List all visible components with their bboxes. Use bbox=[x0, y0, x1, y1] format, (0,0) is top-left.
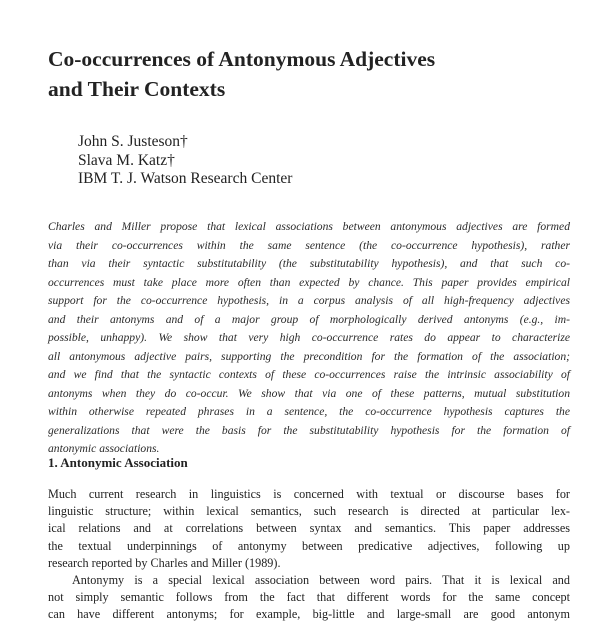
abstract-line: antonymic associations. bbox=[48, 442, 160, 455]
body-line: linguistic structure; within lexical semantics, such research is directed at particular lex- bbox=[48, 504, 570, 519]
title-line-2: and Their Contexts bbox=[48, 77, 226, 101]
abstract-line: and their antonyms and of a major group of morphologically derived antonyms (e.g., im- bbox=[48, 312, 570, 326]
abstract-line: Charles and Miller propose that lexical associations between antonymous adjectives are formed bbox=[48, 220, 570, 233]
author-name: John S. Justeson† bbox=[78, 133, 188, 150]
abstract-line: antonyms when they do co-occur. We show that via one of these patterns, mutual substitution bbox=[48, 386, 570, 400]
body-line: research reported by Charles and Miller (1989). bbox=[48, 555, 281, 570]
title-line-1: Co-occurrences of Antonymous Adjectives bbox=[48, 47, 436, 71]
body-line: Much current research in linguistics is concerned with textual or discourse bases for bbox=[48, 487, 570, 501]
author-affiliation: IBM T. J. Watson Research Center bbox=[78, 170, 293, 187]
abstract-line: all antonymous adjective pairs, supporting the precondition for the formation of the association; bbox=[48, 349, 570, 363]
abstract bbox=[48, 218, 570, 459]
abstract-line: and we find that the syntactic contexts of these co-occurrences raise the intrinsic associability of bbox=[48, 368, 570, 381]
body-text bbox=[48, 486, 570, 624]
body-line: Antonymy is a special lexical association between word pairs. That it is lexical and bbox=[72, 573, 570, 588]
body-line: the textual underpinnings of antonymy between predicative adjectives, following up bbox=[48, 538, 570, 553]
abstract-line: than via their syntactic substitutability (the substitutability hypothesis), and that such co- bbox=[48, 257, 570, 270]
abstract-line: generalizations that were the basis for the substitutability hypothesis for the formation of bbox=[48, 423, 570, 437]
abstract-line: possible, unhappy). We show that very high co-occurrence rates do appear to characterize bbox=[48, 331, 570, 344]
paper-title bbox=[48, 44, 548, 104]
body-line: not simply semantic follows from the fact that different words for the same concept bbox=[48, 590, 570, 605]
author-block bbox=[78, 133, 292, 189]
abstract-line: via their co-occurrences within the same sentence (the co-occurrence hypothesis), rather bbox=[48, 238, 570, 252]
abstract-line: occurrences must take place more often than expected by chance. This paper provides empirical bbox=[48, 275, 570, 289]
section-heading: 1. Antonymic Association bbox=[48, 455, 188, 470]
body-line: can have different antonyms; for example, big-little and large-small are good antonym bbox=[48, 607, 570, 622]
author-name: Slava M. Katz† bbox=[78, 151, 175, 169]
abstract-line: support for the co-occurrence hypothesis, in a corpus analysis of all high-frequency adjectives bbox=[48, 294, 570, 307]
body-line: ical relations and at correlations between syntax and semantics. This paper addresses bbox=[48, 521, 570, 536]
abstract-line: within otherwise repeated phrases in a sentence, the co-occurrence hypothesis captures the bbox=[48, 405, 570, 418]
